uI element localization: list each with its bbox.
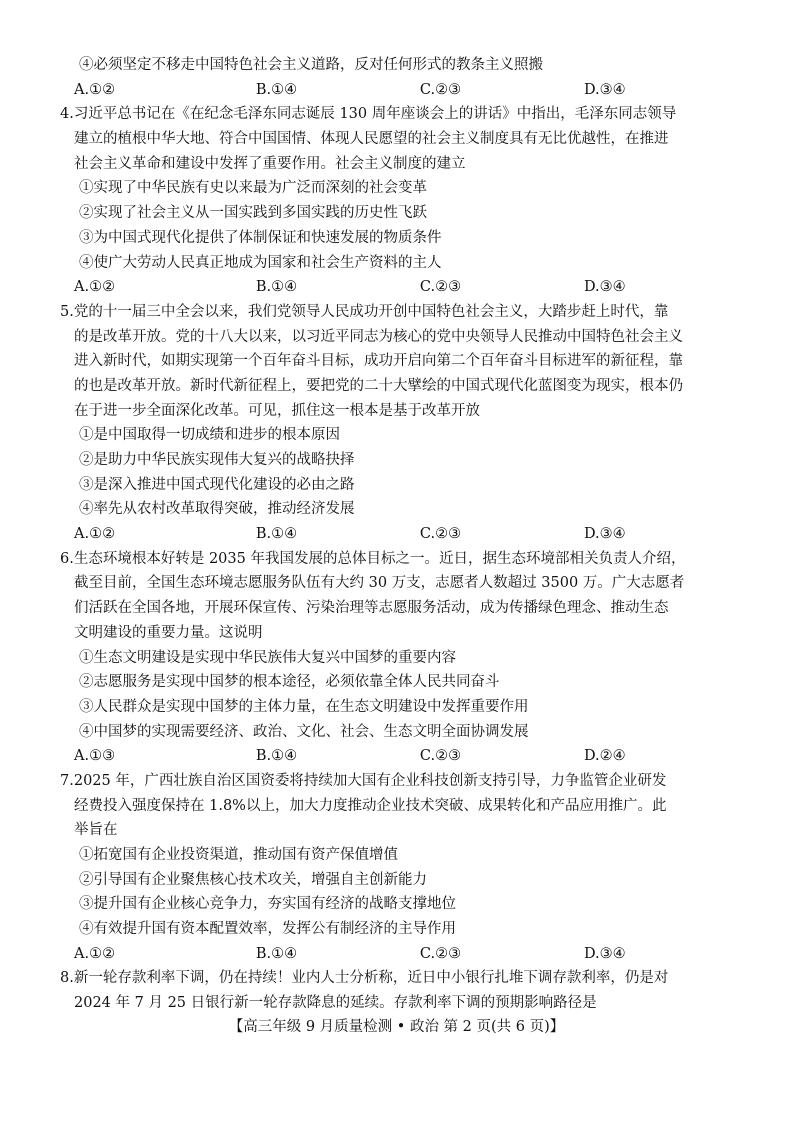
question-number: 8. [60,970,74,987]
option-line: ②志愿服务是实现中国梦的根本途径，必须依靠全体人民共同奋斗 [79,674,500,691]
option-line: ④使广大劳动人民真正地成为国家和社会生产资料的主人 [79,254,442,271]
question-stem-line: 文明建设的重要力量。这说明 [74,624,263,641]
option-line: ②实现了社会主义从一国实践到多国实践的历史性飞跃 [79,205,427,222]
answer-choices [74,275,748,300]
choice-c: C.②③ [419,81,462,98]
option-line: ①实现了中华民族有史以来最为广泛而深刻的社会变革 [79,180,427,197]
question-stem-line: 进入新时代，如期实现第一个百年奋斗目标，成功开启向第二个百年奋斗目标进军的新征程，靠 [74,353,683,370]
page-footer: 【高三年级 9 月质量检测 • 政治 第 2 页(共 6 页)】 [228,1019,565,1035]
option-line: ③为中国式现代化提供了体制保证和快速发展的物质条件 [79,229,442,246]
choice-a: A.①② [74,279,116,296]
option-line: ④有效提升国有资本配置效率，发挥公有制经济的主导作用 [79,921,456,938]
question-stem-line: 4.习近平总书记在《在纪念毛泽东同志诞辰 130 周年座谈会上的讲话》中指出，毛泽东同志领导 [60,102,748,127]
choice-c: C.②③ [419,279,462,296]
answer-choices [74,744,748,769]
question-stem-line: 社会主义革命和建设中发挥了重要作用。社会主义制度的建立 [74,155,466,172]
choice-d: D.②④ [583,748,626,765]
option-line: ①是中国取得一切成绩和进步的根本原因 [79,427,340,444]
choice-b: B.①④ [255,526,298,543]
choice-d: D.③④ [583,526,626,543]
answer-choices [74,78,748,103]
option-line: ③是深入推进中国式现代化建设的必由之路 [79,476,355,493]
choice-c: C.②③ [419,945,462,962]
question-stem-line: 在于进一步全面深化改革。可见，抓住这一根本是基于改革开放 [74,402,480,419]
choice-c: C.②③ [419,748,462,765]
question-stem-line: 2024 年 7 月 25 日银行新一轮存款降息的延续。存款利率下调的预期影响路径是 [74,995,597,1012]
choice-a: A.①② [74,526,116,543]
choice-b: B.①④ [255,81,298,98]
choice-a: A.①② [74,945,116,962]
option-line: ①拓宽国有企业投资渠道，推动国有资产保值增值 [79,847,398,863]
question-stem-line: 们活跃在全国各地，开展环保宣传、污染治理等志愿服务活动，成为传播绿色理念、推动生态 [74,600,669,617]
question-stem-line: 的也是改革开放。新时代新征程上，要把党的二十大擘绘的中国式现代化蓝图变为现实，根本仍 [74,377,683,394]
choice-a: A.①③ [74,748,116,765]
question-number: 6. [60,550,74,567]
question-7 [60,769,748,967]
question-number: 4. [60,106,74,123]
option-line: ④必须坚定不移走中国特色社会主义道路，反对任何形式的教条主义照搬 [79,57,543,73]
question-3 [74,53,748,102]
option-line: ④率先从农村改革取得突破，推动经济发展 [79,501,355,518]
question-5 [60,300,748,547]
question-4 [60,102,748,300]
question-stem-line: 8.新一轮存款利率下调，仍在持续！业内人士分析称，近日中小银行扎堆下调存款利率，仍是对 [60,966,748,991]
choice-d: D.③④ [583,945,626,962]
question-8 [60,966,748,1015]
option-line: ③人民群众是实现中国梦的主体力量，在生态文明建设中发挥重要作用 [79,698,529,715]
answer-choices [74,522,748,547]
question-number: 5. [60,303,74,320]
option-line: ②引导国有企业聚焦核心技术攻关，增强自主创新能力 [79,871,427,888]
choice-d: D.③④ [583,81,626,98]
question-stem-line: 6.生态环境根本好转是 2035 年我国发展的总体目标之一。近日，据生态环境部相关负责人介绍， [60,547,748,572]
choice-a: A.①② [74,81,116,98]
option-line: ①生态文明建设是实现中华民族伟大复兴中国梦的重要内容 [79,649,456,666]
option-line: ④中国梦的实现需要经济、政治、文化、社会、生态文明全面协调发展 [79,723,529,740]
question-number: 7. [60,772,74,789]
question-stem-line: 举旨在 [74,822,118,839]
option-line: ②是助力中华民族实现伟大复兴的战略抉择 [79,452,355,468]
choice-d: D.③④ [583,279,626,296]
choice-b: B.①④ [255,945,298,962]
question-stem-line: 7.2025 年，广西壮族自治区国资委将持续加大国有企业科技创新支持引导，力争监管企业研发 [60,769,748,794]
choice-b: B.①④ [255,279,298,296]
question-stem-line: 5.党的十一届三中全会以来，我们党领导人民成功开创中国特色社会主义，大踏步赶上时代，靠 [60,300,748,325]
answer-choices [74,942,748,967]
question-6 [60,547,748,769]
choice-b: B.①④ [255,748,298,765]
question-stem-line: 经费投入强度保持在 1.8%以上，加大力度推动企业技术突破、成果转化和产品应用推广。此 [74,797,667,814]
question-stem-line: 截至目前，全国生态环境志愿服务队伍有大约 30 万支，志愿者人数超过 3500 万。广大志愿者 [74,575,685,592]
choice-c: C.②③ [419,526,462,543]
question-stem-line: 的是改革开放。党的十八大以来，以习近平同志为核心的党中央领导人民推动中国特色社会主义 [74,328,683,345]
option-line: ③提升国有企业核心竞争力，夯实国有经济的战略支撑地位 [79,896,456,913]
question-stem-line: 建立的植根中华大地、符合中国国情、体现人民愿望的社会主义制度具有无比优越性，在推进 [74,131,669,148]
